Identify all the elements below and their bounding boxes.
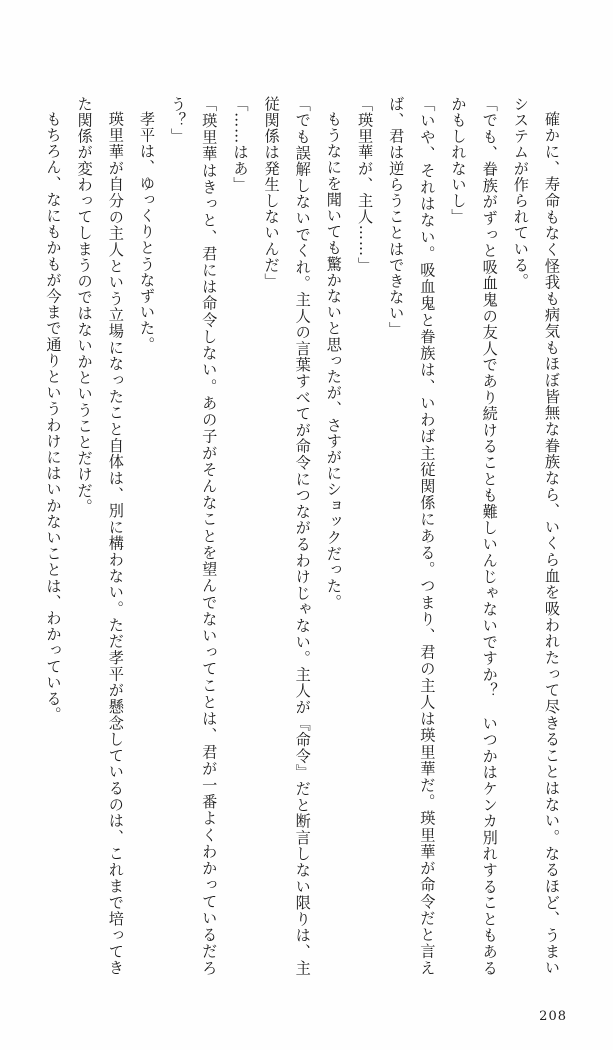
paragraph: 「でも誤解しないでくれ。主人の言葉すべてが命令につながるわけじゃない。主人が『命令』だと断言しない限りは、主従関係は発生しないんだ」 — [262, 96, 312, 976]
page-number: 208 — [539, 1009, 567, 1024]
paragraph: 「……はあ」 — [231, 96, 250, 193]
paragraph: もちろん、なにもかもが今まで通りというわけにはいかないことは、わかっている。 — [44, 111, 63, 723]
page-text-body — [44, 96, 567, 976]
paragraph: 「瑛里華が、主人……」 — [356, 96, 375, 274]
paragraph: もうなにを聞いても驚かないと思ったが、さすがにショックだった。 — [324, 111, 343, 611]
paragraph: 確かに、寿命もなく怪我も病気もほぼ皆無な眷族なら、いくら血を吸われたって尽きることはない。なるほど、うまいシステムが作られている。 — [511, 96, 561, 976]
paragraph: 孝平は、ゆっくりとうなずいた。 — [137, 111, 156, 353]
paragraph: 「でも、眷族がずっと吸血鬼の友人であり続けることも難しいんじゃないですか？ いつかはケンカ別れすることもあるかもしれないし」 — [449, 96, 499, 976]
paragraph: 瑛里華が自分の主人という立場になったこと自体は、別に構わない。ただ孝平が懸念しているのは、これまで培ってきた関係が変わってしまうのではないかということだけだ。 — [75, 96, 125, 976]
paragraph: 「いや、それはない。吸血鬼と眷族は、いわば主従関係にある。つまり、君の主人は瑛里華だ。瑛里華が命令だと言えば、君は逆らうことはできない」 — [387, 96, 437, 976]
paragraph: 「瑛里華はきっと、君には命令しない。あの子がそんなことを望んでないってことは、君が一番よくわかっているだろう？」 — [169, 96, 219, 976]
